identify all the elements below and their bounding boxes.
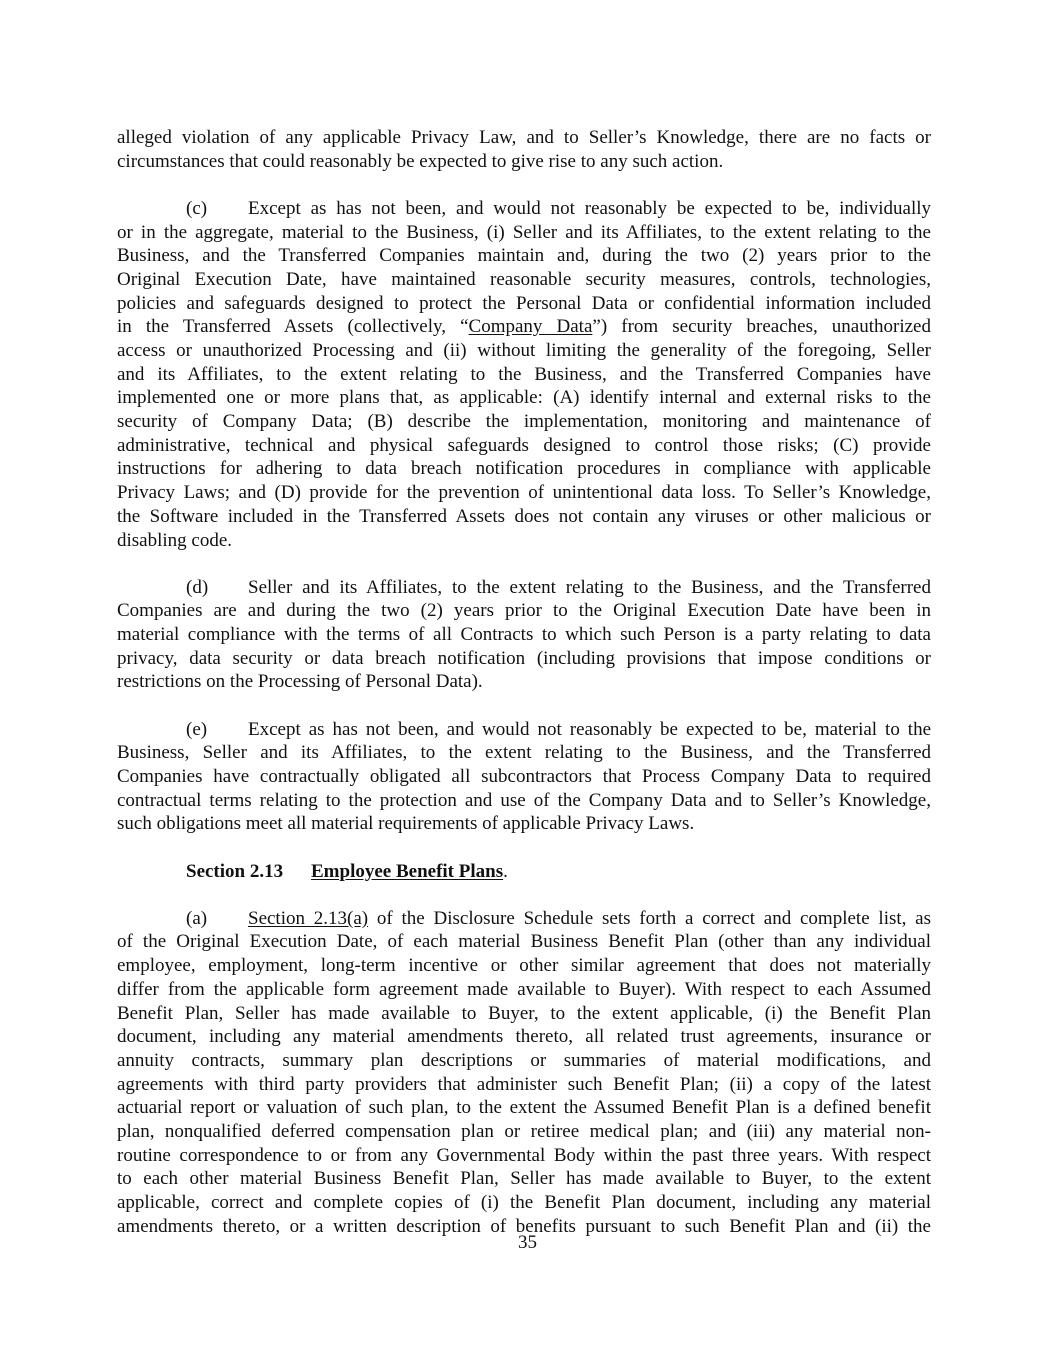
paragraph-d bbox=[117, 576, 931, 694]
text-line: or in the aggregate, material to the Business, (i) Seller and its Affiliates, to the extent relating to the bbox=[117, 221, 931, 243]
text-line: to each other material Business Benefit Plan, Seller has made available to Buyer, to the extent bbox=[117, 1168, 931, 1190]
text-line: policies and safeguards designed to protect the Personal Data or confidential information included bbox=[117, 292, 931, 314]
paragraph-label: (c) bbox=[186, 197, 208, 219]
section-heading bbox=[117, 860, 931, 884]
text-span: ”) from security breaches, unauthorized bbox=[592, 316, 931, 338]
text-line: disabling code. bbox=[117, 529, 233, 551]
text-line: document, including any material amendments thereto, all related trust agreements, insurance or bbox=[117, 1026, 931, 1048]
text-line: administrative, technical and physical safeguards designed to control those risks; (C) provide bbox=[117, 434, 931, 456]
text-line: of the Original Execution Date, of each material Business Benefit Plan (other than any individual bbox=[117, 931, 931, 953]
text-line: differ from the applicable form agreement made available to Buyer). With respect to each Assumed bbox=[117, 978, 931, 1000]
text-line: annuity contracts, summary plan descriptions or summaries of material modifications, and bbox=[117, 1049, 931, 1071]
text-line: restrictions on the Processing of Personal Data). bbox=[117, 671, 483, 693]
intro-paragraph bbox=[117, 126, 931, 173]
text-line bbox=[117, 718, 931, 742]
text-line: contractual terms relating to the protection and use of the Company Data and to Seller’s Knowledge, bbox=[117, 789, 931, 811]
section-title: Employee Benefit Plans bbox=[311, 860, 504, 882]
text-line: Privacy Laws; and (D) provide for the prevention of unintentional data loss. To Seller’s Knowledge, bbox=[117, 482, 931, 504]
section-number: Section 2.13 bbox=[186, 860, 284, 882]
text-line: circumstances that could reasonably be expected to give rise to any such action. bbox=[117, 150, 724, 172]
text-span: in the Transferred Assets (collectively, “ bbox=[117, 316, 469, 338]
text-line: actuarial report or valuation of such plan, to the extent the Assumed Benefit Plan is a defined benefit bbox=[117, 1097, 931, 1119]
text-line: instructions for adhering to data breach notification procedures in compliance with applicable bbox=[117, 458, 931, 480]
paragraph-a bbox=[117, 907, 931, 1239]
text-line: access or unauthorized Processing and (ii) without limiting the generality of the foregoing, Seller bbox=[117, 340, 931, 361]
text-line: the Software included in the Transferred Assets does not contain any viruses or other malicious or bbox=[117, 505, 931, 527]
text-span: of the Disclosure Schedule sets forth a correct and complete list, as bbox=[368, 907, 932, 929]
text-span: Except as has not been, and would not reasonably be expected to be, material to the bbox=[248, 718, 931, 740]
text-line: privacy, data security or data breach notification (including provisions that impose conditions or bbox=[117, 647, 931, 669]
text-line: Business, Seller and its Affiliates, to the extent relating to the Business, and the Transferred bbox=[117, 742, 931, 764]
text-line bbox=[117, 315, 931, 339]
text-line: Companies are and during the two (2) years prior to the Original Execution Date have been in bbox=[117, 600, 931, 622]
text-line: such obligations meet all material requirements of applicable Privacy Laws. bbox=[117, 813, 695, 835]
paragraph-label: (e) bbox=[186, 718, 208, 740]
text-line: plan, nonqualified deferred compensation plan or retiree medical plan; and (iii) any material non- bbox=[117, 1120, 931, 1142]
text-line: amendments thereto, or a written description of benefits pursuant to such Benefit Plan and (ii) the bbox=[117, 1215, 931, 1237]
text-line: Companies have contractually obligated all subcontractors that Process Company Data to required bbox=[117, 766, 931, 787]
text-line: Benefit Plan, Seller has made available to Buyer, to the extent applicable, (i) the Benefit Plan bbox=[117, 1002, 931, 1024]
document-page bbox=[117, 126, 931, 1238]
paragraph-label: (a) bbox=[186, 907, 208, 929]
text-line: alleged violation of any applicable Privacy Law, and to Seller’s Knowledge, there are no facts or bbox=[117, 127, 931, 148]
text-line: security of Company Data; (B) describe the implementation, monitoring and maintenance of bbox=[117, 411, 931, 433]
text-line: implemented one or more plans that, as applicable: (A) identify internal and external risks to the bbox=[117, 387, 931, 409]
section-trailing: . bbox=[503, 860, 508, 882]
text-line: material compliance with the terms of all Contracts to which such Person is a party relating to data bbox=[117, 624, 931, 646]
text-line: routine correspondence to or from any Governmental Body within the past three years. With respect bbox=[117, 1144, 931, 1166]
paragraph-label: (d) bbox=[186, 576, 209, 598]
paragraph-c bbox=[117, 197, 931, 552]
text-line bbox=[117, 576, 931, 600]
text-span: Except as has not been, and would not reasonably be expected to be, individually bbox=[248, 197, 931, 219]
cross-reference: Section 2.13(a) bbox=[248, 907, 369, 929]
text-span: Seller and its Affiliates, to the extent relating to the Business, and the Transferred bbox=[248, 576, 931, 598]
defined-term: Company Data bbox=[468, 316, 593, 338]
text-line: agreements with third party providers that administer such Benefit Plan; (ii) a copy of the latest bbox=[117, 1073, 931, 1095]
paragraph-e bbox=[117, 718, 931, 836]
text-line: and its Affiliates, to the extent relating to the Business, and the Transferred Companies have bbox=[117, 363, 931, 385]
text-line: Business, and the Transferred Companies maintain and, during the two (2) years prior to the bbox=[117, 245, 931, 267]
text-line: employee, employment, long-term incentive or other similar agreement that does not materially bbox=[117, 955, 931, 977]
text-line: Original Execution Date, have maintained reasonable security measures, controls, technologies, bbox=[117, 268, 931, 290]
text-line: applicable, correct and complete copies of (i) the Benefit Plan document, including any material bbox=[117, 1192, 931, 1213]
text-line bbox=[117, 197, 931, 221]
text-line bbox=[117, 907, 931, 931]
page-number: 35 bbox=[518, 1232, 537, 1253]
